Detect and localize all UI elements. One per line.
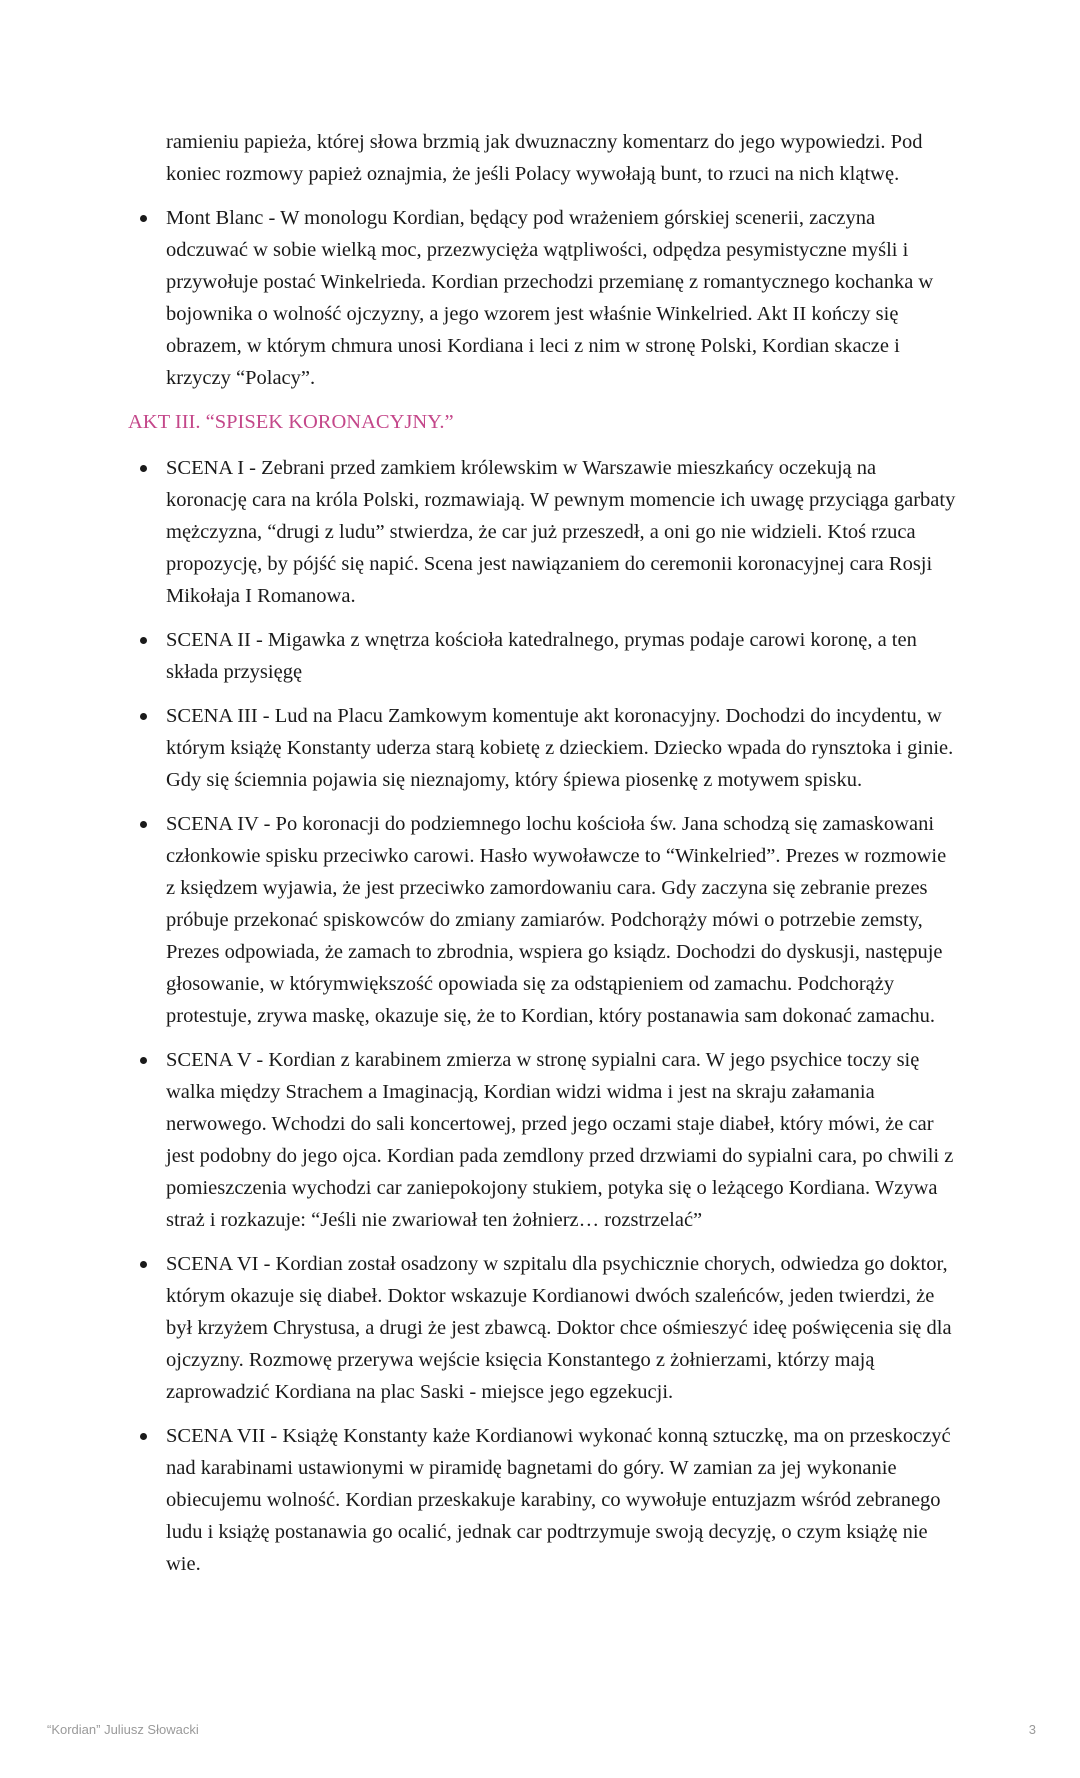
list-item <box>128 1248 958 1408</box>
continued-paragraph: ramieniu papieża, której słowa brzmią jak dwuznaczny komentarz do jego wypowiedzi. Pod koniec rozmowy papież oznajmia, że jeśli Polacy wywołają bunt, to rzuci na nich klątwę. <box>166 131 923 185</box>
list-item <box>128 202 958 394</box>
act2-scene-list <box>128 202 958 394</box>
bullet-icon <box>140 1433 147 1440</box>
footer-title: “Kordian” Juliusz Słowacki <box>47 1722 199 1737</box>
list-item-text: SCENA I - Zebrani przed zamkiem królewskim w Warszawie mieszkańcy oczekują na koronację cara na króla Polski, rozmawiają. W pewnym momencie ich uwagę przyciąga garbaty mężczyzna, “drugi z ludu” stwierdza, że car już przeszedł, a oni go nie widzieli. Ktoś rzuca propozycję, by pójść się napić. Scena jest nawiązaniem do ceremonii koronacyjnej cara Rosji Mikołaja I Romanowa. <box>166 457 956 607</box>
list-item-text: SCENA V - Kordian z karabinem zmierza w stronę sypialni cara. W jego psychice toczy się walka między Strachem a Imaginacją, Kordian widzi widma i jest na skraju załamania nerwowego. Wchodzi do sali koncertowej, przed jego oczami staje diabeł, który mówi, że car jest podobny do jego ojca. Kordian pada zemdlony przed drzwiami do sypialni cara, po chwili z pomieszczenia wychodzi car zaniepokojony stukiem, potyka się o leżącego Kordiana. Wzywa straż i rozkazuje: “Jeśli nie zwariował ten żołnierz… rozstrzelać” <box>166 1049 954 1231</box>
bullet-icon <box>140 465 147 472</box>
act3-scene-list <box>128 452 958 1580</box>
bullet-icon <box>140 821 147 828</box>
list-item-text: SCENA II - Migawka z wnętrza kościoła katedralnego, prymas podaje carowi koronę, a ten składa przysięgę <box>166 629 917 683</box>
bullet-icon <box>140 713 147 720</box>
list-item <box>128 1044 958 1236</box>
list-item-text: Mont Blanc - W monologu Kordian, będący pod wrażeniem górskiej scenerii, zaczyna odczuwać w sobie wielką moc, przezwycięża wątpliwości, odpędza pesymistyczne myśli i przywołuje postać Winkelrieda. Kordian przechodzi przemianę z romantycznego kochanka w bojownika o wolność ojczyzny, a jego wzorem jest właśnie Winkelried. Akt II kończy się obrazem, w którym chmura unosi Kordiana i leci z nim w stronę Polski, Kordian skacze i krzyczy “Polacy”. <box>166 207 934 389</box>
bullet-icon <box>140 1057 147 1064</box>
list-item <box>128 624 958 688</box>
page-content <box>128 126 958 1592</box>
page-footer <box>0 1722 1080 1742</box>
list-item <box>128 700 958 796</box>
list-item-text: SCENA VII - Książę Konstanty każe Kordianowi wykonać konną sztuczkę, ma on przeskoczyć nad karabinami ustawionymi w piramidę bagnetami do góry. W zamian za jej wykonanie obiecujemu wolność. Kordian przeskakuje karabiny, co wywołuje entuzjazm wśród zebranego ludu i książę postanawia go ocalić, jednak car podtrzymuje swoją decyzję, o czym książę nie wie. <box>166 1425 951 1575</box>
page-number: 3 <box>1028 1722 1036 1737</box>
act3-heading: AKT III. “SPISEK KORONACYJNY.” <box>128 411 454 433</box>
list-item <box>128 452 958 612</box>
list-item <box>128 808 958 1032</box>
list-item <box>128 1420 958 1580</box>
list-item-text: SCENA IV - Po koronacji do podziemnego lochu kościoła św. Jana schodzą się zamaskowani członkowie spisku przeciwko carowi. Hasło wywoławcze to “Winkelried”. Prezes w rozmowie z księdzem wyjawia, że jest przeciwko zamordowaniu cara. Gdy zaczyna się zebranie prezes próbuje przekonać spiskowców do zmiany zamiarów. Podchorąży mówi o potrzebie zemsty, Prezes odpowiada, że zamach to zbrodnia, wspiera go ksiądz. Dochodzi do dyskusji, następuje głosowanie, w którymwiększość opowiada się za odstąpieniem od zamachu. Podchorąży protestuje, zrywa maskę, okazuje się, że to Kordian, który postanawia sam dokonać zamachu. <box>166 813 947 1027</box>
list-item-text: SCENA III - Lud na Placu Zamkowym komentuje akt koronacyjny. Dochodzi do incydentu, w którym książę Konstanty uderza starą kobietę z dzieckiem. Dziecko wpada do rynsztoka i ginie. Gdy się ściemnia pojawia się nieznajomy, który śpiewa piosenkę z motywem spisku. <box>166 705 954 791</box>
bullet-icon <box>140 637 147 644</box>
bullet-icon <box>140 1261 147 1268</box>
list-item-text: SCENA VI - Kordian został osadzony w szpitalu dla psychicznie chorych, odwiedza go doktor, którym okazuje się diabeł. Doktor wskazuje Kordianowi dwóch szaleńców, jeden twierdzi, że był krzyżem Chrystusa, a drugi że jest zbawcą. Doktor chce ośmieszyć ideę poświęcenia się dla ojczyzny. Rozmowę przerywa wejście księcia Konstantego z żołnierzami, którzy mają zaprowadzić Kordiana na plac Saski - miejsce jego egzekucji. <box>166 1253 952 1403</box>
bullet-icon <box>140 215 147 222</box>
